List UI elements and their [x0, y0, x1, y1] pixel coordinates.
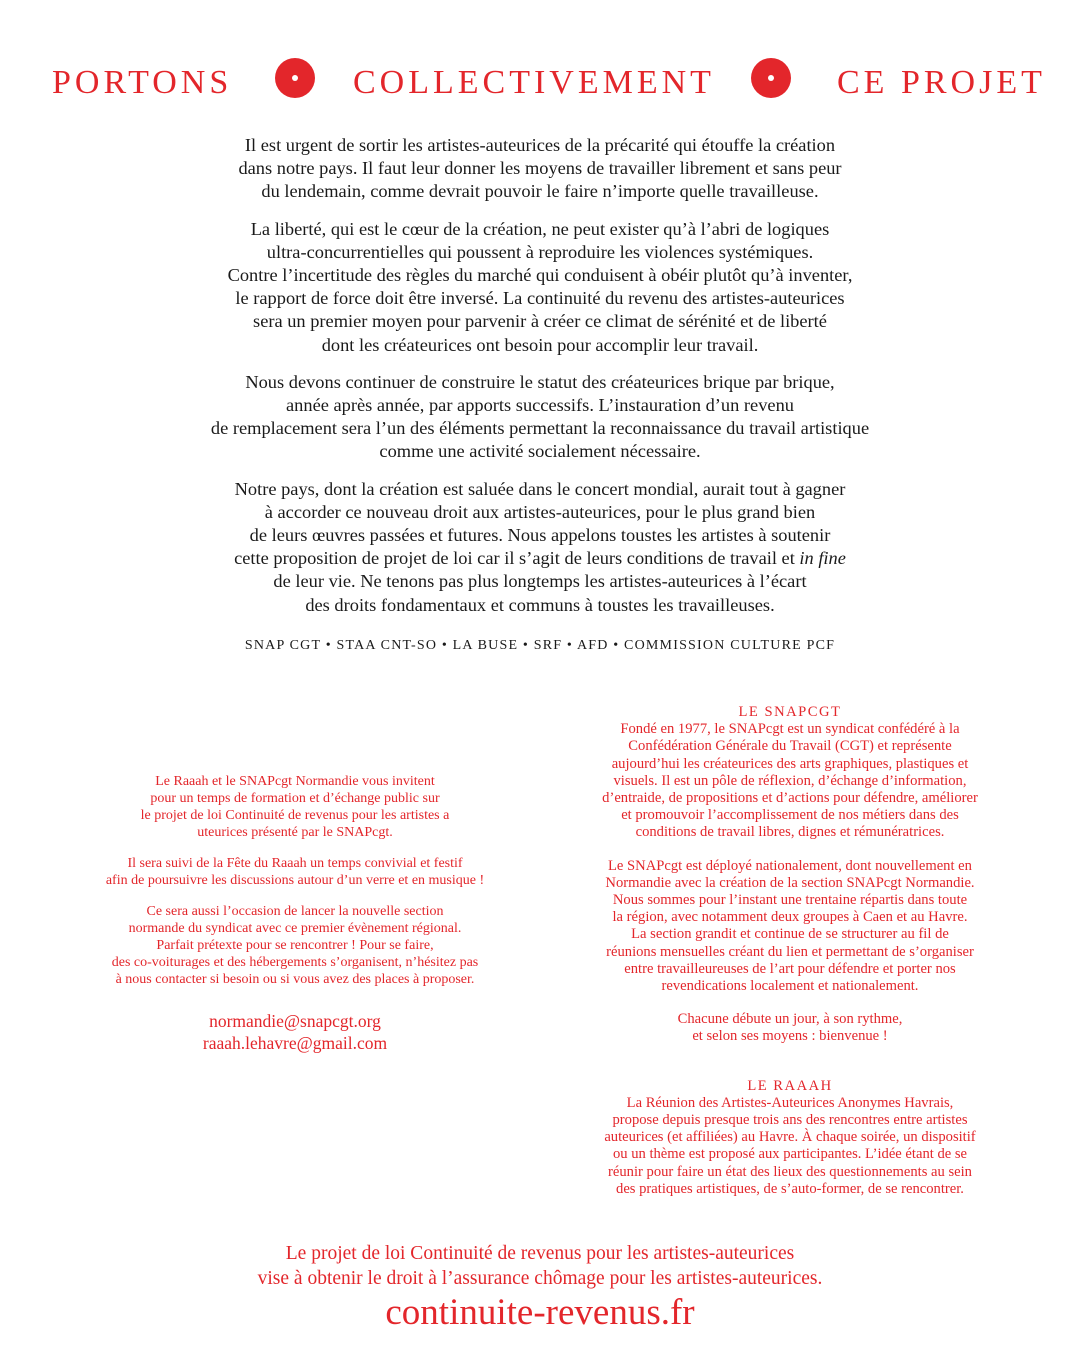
- header-word-collectivement: COLLECTIVEMENT: [353, 64, 715, 101]
- snapcgt-paragraph-1: Fondé en 1977, le SNAPcgt est un syndicat confédéré à la Confédération Générale du Travail (CGT) et représente aujourd’hui les créateurices des arts graphiques, plastiques et visuels. Il est un pôle de réflexion, d’échange d’information, d’entraide, de propositions et d’actions pour défendre, améliorer et promouvoir l’accomplissement de nos métiers dans des conditions de travail libres, dignes et rémunératrices.: [602, 721, 978, 841]
- footer-line-1: Le projet de loi Continuité de revenus pour les artistes-auteurices: [285, 1243, 795, 1264]
- bullet-dot-icon: [275, 58, 315, 98]
- italic-in-fine: in fine: [799, 548, 846, 569]
- manifesto-paragraph-3: Nous devons continuer de construire le statut des créateurices brique par brique, année après année, par apports successifs. L’instauration d’un revenu de remplacement sera l’un des éléments permettant la reconnaissance du travail artistique comme une activité socialement nécessaire.: [210, 371, 870, 462]
- snapcgt-paragraph-2: Le SNAPcgt est déployé nationalement, dont nouvellement en Normandie avec la création de la section SNAPcgt Normandie. Nous sommes pour l’instant une trentaine répartis dans toute la région, avec notamment deux groupes à Caen et au Havre. La section grandit et continue de se structurer au fil de réunions mensuelles créant du lien et permettant de s’organiser entre travailleureuses de l’art pour défendre et porter nos revendications localement et nationalement.: [605, 857, 975, 995]
- header-word-ce-projet: CE PROJET: [837, 64, 1046, 101]
- invitation-block: [60, 773, 530, 1054]
- manifesto-paragraph-4: Notre pays, dont la création est saluée dans le concert mondial, aurait tout à gagner à accorder ce nouveau droit aux artistes-auteurices, pour le plus grand bien de leurs œuvres passées et futures. Nous appelons toustes les artistes à soutenir cette proposition de projet de loi car il s’agit de leurs conditions de travail et in fine de leur vie. Ne tenons pas plus longtemps les artistes-auteurices à l’écart des droits fondamentaux et communs à toustes les travailleuses.: [234, 478, 846, 615]
- footer-line-2: vise à obtenir le droit à l’assurance chômage pour les artistes-auteurices.: [257, 1268, 823, 1289]
- section-heading-raaah: LE RAAAH: [747, 1077, 833, 1094]
- snapcgt-paragraph-3: Chacune débute un jour, à son rythme, et selon ses moyens : bienvenue !: [677, 1011, 903, 1045]
- organizations-list: SNAP CGT • STAA CNT-SO • LA BUSE • SRF • AFD • COMMISSION CULTURE PCF: [244, 638, 836, 653]
- section-heading-snapcgt: LE SNAPCGT: [738, 704, 842, 720]
- section-snapcgt: [570, 704, 1010, 1046]
- manifesto-paragraph-1: Il est urgent de sortir les artistes-auteurices de la précarité qui étouffe la création dans notre pays. Il faut leur donner les moyens de travailler librement et sans peur du lendemain, comme devrait pouvoir le faire n’importe quelle travailleuse.: [238, 135, 842, 202]
- invitation-paragraph-2: Il sera suivi de la Fête du Raaah un temps convivial et festif afin de poursuivre les discussions autour d’un verre et en musique !: [105, 856, 485, 888]
- contact-emails: [60, 1010, 530, 1054]
- invitation-paragraph-3: Ce sera aussi l’occasion de lancer la nouvelle section normande du syndicat avec ce premier évènement régional. Parfait prétexte pour se rencontrer ! Pour se faire, des co-voiturages et des hébergements s’organisent, n’hésitez pas à nous contacter si besoin ou si vous avez des places à proposer.: [111, 904, 479, 987]
- footer: [0, 1241, 1080, 1335]
- bullet-dot-icon: [751, 58, 791, 98]
- main-manifesto-text: [120, 134, 960, 631]
- raaah-paragraph-1: La Réunion des Artistes-Auteurices Anonymes Havrais, propose depuis presque trois ans des rencontres entre artistes auteurices (et affiliées) au Havre. À chaque soirée, un dispositif ou un thème est proposé aux participantes. L’idée étant de se réunir pour faire un état des lieux des questionnements au sein des pratiques artistiques, de s’auto-former, de se rencontrer.: [604, 1094, 976, 1197]
- about-organizations: [570, 704, 1010, 1230]
- header-word-portons: PORTONS: [52, 64, 233, 101]
- email-link-snapcgt[interactable]: normandie@snapcgt.org: [209, 1011, 381, 1031]
- website-link[interactable]: continuite-revenus.fr: [385, 1292, 695, 1333]
- email-link-raaah[interactable]: raaah.lehavre@gmail.com: [202, 1033, 388, 1053]
- invitation-paragraph-1: Le Raaah et le SNAPcgt Normandie vous invitent pour un temps de formation et d’échange public sur le projet de loi Continuité de revenus pour les artistes a uteurices présenté par le SNAPcgt.: [140, 774, 450, 840]
- header-banner: [0, 58, 1080, 108]
- manifesto-paragraph-2: La liberté, qui est le cœur de la création, ne peut exister qu’à l’abri de logiques ultra-concurrentielles qui poussent à reproduire les violences systémiques. Contre l’incertitude des règles du marché qui conduisent à obéir plutôt qu’à inventer, le rapport de force doit être inversé. La continuité du revenu des artistes-auteurices sera un premier moyen pour parvenir à créer ce climat de sérénité et de liberté dont les créateurices ont besoin pour accomplir leur travail.: [227, 218, 853, 355]
- section-raaah: [570, 1078, 1010, 1198]
